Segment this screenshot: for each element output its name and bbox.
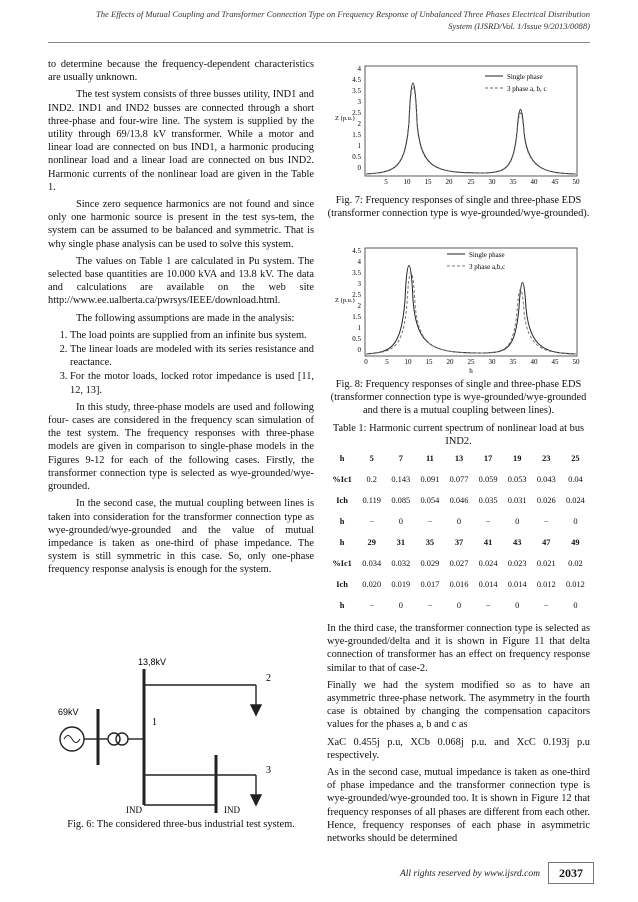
table-cell: 5 bbox=[369, 454, 374, 463]
label-bus-3: 3 bbox=[266, 765, 271, 776]
fig7-ytick: 4 bbox=[357, 65, 361, 73]
table-cell: 17 bbox=[483, 454, 493, 463]
paragraph-zero-sequence: Since zero sequence harmonics are not found and since only one harmonic source is present in the test sys-tem, the system can be assumed to be balanced and symmetric. That is why single phase analysis can be used to solve this system. bbox=[48, 199, 314, 250]
table-cell: 0.024 bbox=[478, 559, 498, 568]
fig7-xtick: 25 bbox=[467, 178, 475, 186]
table-cell: 0.021 bbox=[536, 559, 556, 568]
fig8-xlabel: h bbox=[469, 367, 473, 374]
fig7-legend-three: 3 phase a, b, c bbox=[507, 85, 547, 93]
fig8-ytick: 1 bbox=[357, 324, 361, 332]
fig8-ytick: 3.5 bbox=[352, 269, 361, 277]
fig7-ytick: 0.5 bbox=[352, 153, 361, 161]
table-cell: − bbox=[543, 601, 549, 610]
right-column-text bbox=[327, 622, 590, 849]
table-cell: 0.04 bbox=[568, 475, 583, 484]
table-cell: 41 bbox=[483, 538, 493, 547]
paragraph-assumptions: The following assumptions are made in the analysis: bbox=[76, 312, 295, 324]
table-cell: − bbox=[485, 601, 491, 610]
fig7-plot-area bbox=[365, 66, 577, 176]
fig8-ytick: 1.5 bbox=[352, 313, 361, 321]
fig7-xtick: 35 bbox=[509, 178, 517, 186]
table-row-header: Ich bbox=[336, 496, 348, 505]
page-number: 2037 bbox=[548, 862, 594, 884]
table-cell: 0 bbox=[515, 517, 520, 526]
fig8-xtick: 50 bbox=[572, 358, 580, 366]
table-cell: 0.043 bbox=[536, 475, 556, 484]
three-bus-diagram bbox=[56, 655, 306, 815]
table-cell: 0.143 bbox=[391, 475, 411, 484]
fig8-ytick: 4 bbox=[357, 258, 361, 266]
fig8-caption: Fig. 8: Frequency responses of single and three-phase EDS (transformer connection type is wye-grounded/wye-grounded and there is a mutual coupling between lines). bbox=[330, 379, 587, 416]
fig8-frequency-response-chart bbox=[335, 244, 585, 374]
fig8-ytick: 2 bbox=[357, 302, 361, 310]
fig8-xtick: 0 bbox=[364, 358, 368, 366]
table-cell: − bbox=[543, 517, 549, 526]
fig7-ytick: 3 bbox=[357, 98, 361, 106]
table-cell: 0.031 bbox=[507, 496, 527, 505]
fig8-xtick: 35 bbox=[509, 358, 517, 366]
fig7-xticks bbox=[384, 178, 580, 186]
label-13kv: 13,8kV bbox=[138, 657, 167, 667]
fig8-xtick: 20 bbox=[446, 358, 454, 366]
header-line-1: The Effects of Mutual Coupling and Transformer Connection Type on Frequency Response of Unbalanced Three Phases Electrical Distribution bbox=[95, 9, 590, 19]
table-cell: − bbox=[369, 601, 375, 610]
table-cell: 0 bbox=[398, 601, 403, 610]
table-cell: 0.034 bbox=[362, 559, 382, 568]
fig8-xtick: 15 bbox=[425, 358, 433, 366]
table-cell: 25 bbox=[571, 454, 580, 463]
table-cell: 31 bbox=[396, 538, 405, 547]
assumption-list bbox=[48, 329, 314, 397]
fig7-frequency-response-chart bbox=[335, 62, 585, 190]
fig7-legend-single: Single phase bbox=[507, 73, 543, 81]
table-cell: 19 bbox=[513, 454, 522, 463]
load-arrow-2 bbox=[251, 705, 261, 715]
table-row-header: h bbox=[339, 454, 345, 463]
fig7-ytick: 0 bbox=[357, 164, 361, 172]
table-cell: 7 bbox=[398, 454, 403, 463]
fig7-xtick: 15 bbox=[424, 178, 432, 186]
table-cell: − bbox=[427, 517, 433, 526]
table-row-header: %Ic1 bbox=[332, 475, 352, 484]
table-cell: 0.029 bbox=[420, 559, 440, 568]
fig7-ytick: 2.5 bbox=[352, 109, 361, 117]
table-cell: 0.017 bbox=[420, 580, 440, 589]
table-cell: 0.012 bbox=[565, 580, 585, 589]
label-bus-2: 2 bbox=[266, 673, 271, 684]
fig7-ytick: 2 bbox=[357, 120, 361, 128]
label-ind2: IND bbox=[224, 805, 240, 815]
table-row bbox=[327, 574, 590, 595]
header-rule bbox=[48, 42, 590, 43]
load-arrow-3 bbox=[251, 795, 261, 805]
table-cell: 43 bbox=[513, 538, 522, 547]
table-cell: 0.053 bbox=[507, 475, 527, 484]
fig8-ytick: 4.5 bbox=[352, 247, 361, 255]
paragraph-test-system: The test system consists of three busses utility, IND1 and IND2. IND1 and IND2 busses are connected through a short three-phase and four-wire line. The system is supplied by the utility through 69/13.8 kV transformer. While a motor and linear load are connected on bus IND1, a harmonic producing nonlinear load and a linear load are connected on bus IND2. Harmonic currents of the nonlinear load are given in the Table 1. bbox=[48, 89, 314, 193]
table-cell: 0 bbox=[456, 601, 462, 610]
table-cell: 0.059 bbox=[478, 475, 498, 484]
table-row bbox=[327, 553, 590, 574]
table-row bbox=[327, 469, 590, 490]
table-cell: 0 bbox=[515, 601, 520, 610]
label-bus-1: 1 bbox=[152, 717, 157, 728]
table-cell: 0.046 bbox=[449, 496, 469, 505]
fig8-xtick: 25 bbox=[467, 358, 475, 366]
table-cell: 13 bbox=[454, 454, 464, 463]
header-line-2: System (IJSRD/Vol. 1/Issue 9/2013/0088) bbox=[448, 21, 590, 31]
fig8-xticks bbox=[364, 358, 580, 366]
table-row-header: h bbox=[339, 538, 345, 547]
fig7-caption: Fig. 7: Frequency responses of single and three-phase EDS (transformer connection type is wye-grounded/wye-grounded). bbox=[327, 195, 590, 219]
table-cell: 0.014 bbox=[507, 580, 527, 589]
table-cell: 0.054 bbox=[420, 496, 440, 505]
label-69kv: 69kV bbox=[58, 707, 79, 717]
label-ind1: IND bbox=[126, 805, 142, 815]
table-cell: − bbox=[369, 517, 375, 526]
table-cell: 47 bbox=[542, 538, 551, 547]
table-cell: 37 bbox=[454, 538, 464, 547]
fig8-ytick: 2.5 bbox=[352, 291, 361, 299]
table-cell: 0 bbox=[573, 517, 578, 526]
list-item: 2. The linear loads are modeled with its series resistance and reactance. bbox=[70, 343, 314, 369]
fig8-legend-three: 3 phase a,b,c bbox=[469, 263, 506, 271]
fig7-xtick: 10 bbox=[403, 178, 411, 186]
table-cell: 0.012 bbox=[536, 580, 556, 589]
fig7-xtick: 40 bbox=[530, 178, 538, 186]
fig7-ytick: 4.5 bbox=[352, 76, 361, 84]
table-cell: 0.020 bbox=[362, 580, 382, 589]
table-cell: 0.035 bbox=[478, 496, 498, 505]
fig8-xtick: 40 bbox=[530, 358, 538, 366]
table-row bbox=[327, 448, 590, 469]
table-cell: 49 bbox=[571, 538, 580, 547]
paragraph-continuation: to determine because the frequency-dependent characteristics are usually unknown. bbox=[48, 59, 314, 84]
fig7-xtick: 20 bbox=[445, 178, 453, 186]
table-cell: 0.016 bbox=[449, 580, 469, 589]
fig8-ytick: 3 bbox=[357, 280, 361, 288]
fig7-ytick: 1.5 bbox=[352, 131, 361, 139]
table-cell: 0.077 bbox=[449, 475, 469, 484]
table1-caption: Table 1: Harmonic current spectrum of nonlinear load at bus IND2. bbox=[332, 423, 585, 447]
fig7-xtick: 50 bbox=[572, 178, 580, 186]
table-row-header: h bbox=[339, 517, 345, 526]
table-cell: 0.091 bbox=[420, 475, 440, 484]
table-row bbox=[327, 511, 590, 532]
paragraph-third-case: In the third case, the transformer connection type is selected as wye-grounded/delta and it is shown in Figure 11 that delta connection of transformer has an effect on frequency response similar to that of case-2. bbox=[327, 623, 590, 674]
fig8-xtick: 10 bbox=[404, 358, 412, 366]
fig8-ylabel: Z (p.u.) bbox=[335, 297, 355, 304]
paragraph-second-case: In the second case, the mutual coupling between lines is taken into consideration for the transformer connection type as wye-grounded/wye-grounded and the value of mutual impedance is taken as one-third of phase impedance. The system is still symmetric in this case. So, only one-phase frequency response analysis is enough for the system. bbox=[48, 498, 314, 576]
fig6-caption: Fig. 6: The considered three-bus industrial test system. bbox=[67, 819, 295, 830]
fig8-ytick: 0 bbox=[357, 346, 361, 354]
table-cell: 0.02 bbox=[568, 559, 583, 568]
table-cell: 11 bbox=[425, 454, 434, 463]
paragraph-mutual-impedance: As in the second case, mutual impedance is taken as one-third of phase impedance and the transformer connection type is wye-grounded/wye-grounded too. It is shown in Figure 12 that frequency responses of all phases are different from each other. Hence, frequency responses of each phase in asymmetric networks should be determined bbox=[327, 767, 590, 845]
footer-rights: All rights reserved by www.ijsrd.com bbox=[399, 869, 540, 879]
fig8-xtick: 30 bbox=[488, 358, 496, 366]
table-cell: − bbox=[485, 517, 491, 526]
table-cell: 35 bbox=[425, 538, 435, 547]
fig7-xtick: 30 bbox=[488, 178, 496, 186]
table-cell: 0.014 bbox=[478, 580, 498, 589]
table-row bbox=[327, 490, 590, 511]
running-header bbox=[30, 8, 590, 32]
table-row-header: %Ic1 bbox=[332, 559, 352, 568]
table-cell: 0.119 bbox=[362, 496, 381, 505]
table-cell: 0 bbox=[573, 601, 578, 610]
paragraph-three-phase-models: In this study, three-phase models are used and following four- cases are considered in the frequency scan simulation of the test system. The frequency responses with three-phase models are given in comparison to single-phase models in the Figures 9-12 for each of the following cases. Firstly, the transformer connection type is selected as wye-grounded/wye-grounded. bbox=[48, 401, 314, 493]
fig8-ytick: 0.5 bbox=[352, 335, 361, 343]
table-row bbox=[327, 532, 590, 553]
table-row-header: Ich bbox=[336, 580, 348, 589]
fig7-ytick: 3.5 bbox=[352, 87, 361, 95]
list-item: 3. For the motor loads, locked rotor impedance is used [11, 12, 13]. bbox=[70, 370, 314, 396]
list-item: 1. The load points are supplied from an infinite bus system. bbox=[70, 329, 314, 342]
table-cell: 0 bbox=[398, 517, 403, 526]
table-cell: 29 bbox=[367, 538, 376, 547]
fig7-ylabel: Z (p.u.) bbox=[335, 115, 355, 122]
fig8-xtick: 5 bbox=[385, 358, 389, 366]
table-cell: 0.024 bbox=[565, 496, 585, 505]
table-cell: 0 bbox=[456, 517, 462, 526]
paragraph-fourth-case: Finally we had the system modified so as to have an asymmetric three-phase network. The asymmetry in the fourth case is obtained by changing the compensation capacitors values for the phases a, b and c as bbox=[327, 679, 590, 731]
harmonic-table bbox=[327, 448, 590, 616]
table-cell: 0.019 bbox=[391, 580, 411, 589]
fig8-xtick: 45 bbox=[551, 358, 559, 366]
table-row bbox=[327, 595, 590, 616]
fig8-legend-single: Single phase bbox=[469, 251, 505, 259]
left-column bbox=[48, 58, 314, 581]
fig7-xtick: 5 bbox=[384, 178, 388, 186]
table-cell: 0.026 bbox=[536, 496, 556, 505]
table-cell: 0.085 bbox=[391, 496, 411, 505]
table-cell: 0.027 bbox=[449, 559, 469, 568]
paragraph-capacitor-values: XaC 0.455j p.u, XCb 0.068j p.u. and XcC 0.193j p.u respectively. bbox=[327, 736, 590, 761]
table-cell: 0.023 bbox=[507, 559, 527, 568]
table-cell: 0.2 bbox=[366, 475, 377, 484]
fig7-xtick: 45 bbox=[551, 178, 559, 186]
paragraph-pu-values: The values on Table 1 are calculated in Pu system. The selected base quantities are 10.000 kVA and 13.8 kV. The data and calculations are available on the web site http://www.ee.ualberta.ca/pwrsys/IEEE/download.html. bbox=[48, 255, 314, 307]
table-cell: − bbox=[427, 601, 433, 610]
table-cell: 23 bbox=[542, 454, 551, 463]
table-cell: 0.032 bbox=[391, 559, 411, 568]
fig7-ytick: 1 bbox=[357, 142, 361, 150]
table-row-header: h bbox=[339, 601, 345, 610]
